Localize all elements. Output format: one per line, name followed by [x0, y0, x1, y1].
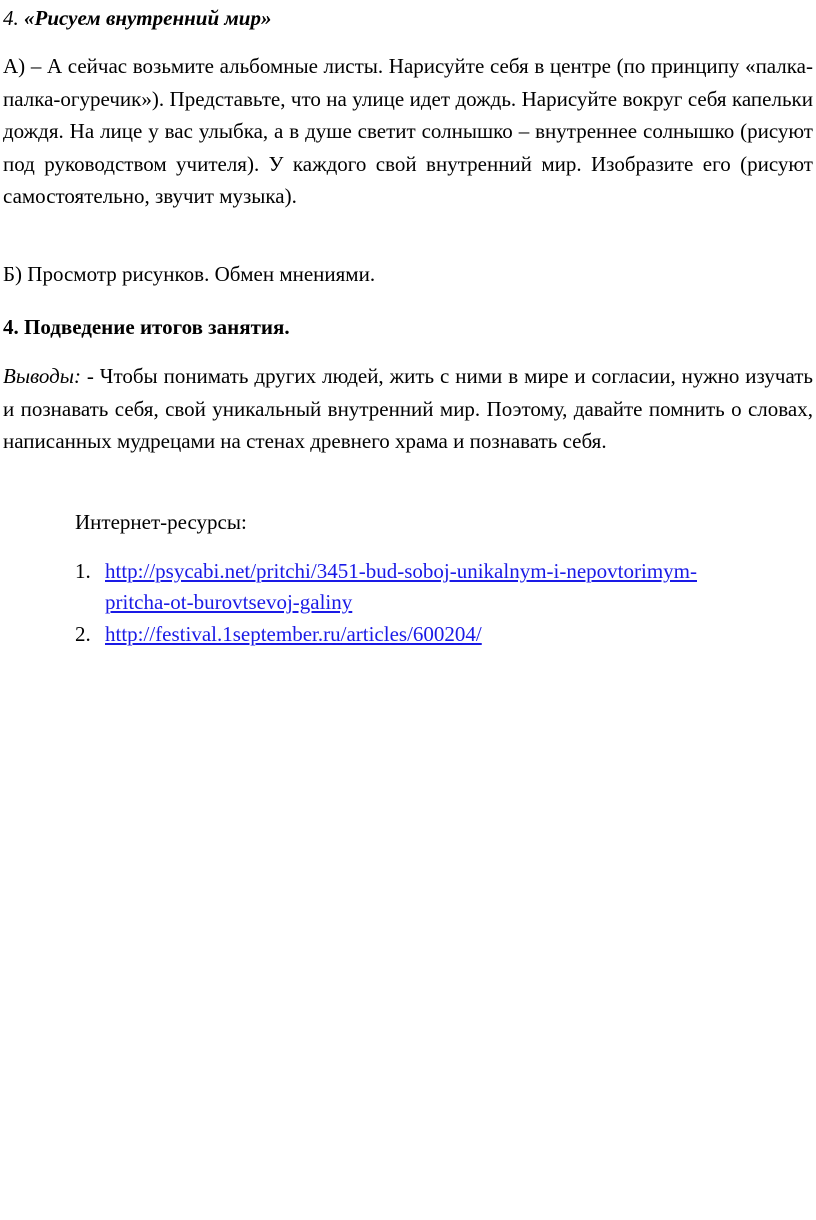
paragraph-b: Б) Просмотр рисунков. Обмен мнениями. [3, 262, 376, 286]
conclusions-paragraph [3, 360, 813, 458]
summary-heading: 4. Подведение итогов занятия. [3, 315, 290, 339]
conclusions-text: - Чтобы понимать других людей, жить с ними в мире и согласии, нужно изучать и познавать себя, свой уникальный внутренний мир. Поэтому, давайте помнить о словах, написанных мудрецами на стенах древнего храма и познавать себя. [3, 364, 813, 453]
resource-number: 1. [75, 559, 91, 583]
resource-link-1-line2[interactable]: pritcha-ot-burovtsevoj-galiny [105, 590, 353, 614]
conclusions-lead: Выводы: [3, 364, 81, 388]
section-number: 4. [3, 6, 19, 30]
resource-number: 2. [75, 622, 91, 646]
paragraph-a: А) – А сейчас возьмите альбомные листы. Нарисуйте себя в центре (по принципу «палка-палка-огуречик»). Представьте, что на улице идет дождь. Нарисуйте вокруг себя капельки дождя. На лице у вас улыбка, а в душе светит солнышко – внутреннее солнышко (рисуют под руководством учителя). У каждого свой внутренний мир. Изобразите его (рисуют самостоятельно, звучит музыка). [3, 54, 813, 208]
section-heading [3, 6, 271, 30]
resource-item-2 [0, 619, 816, 650]
resources-title: Интернет-ресурсы: [75, 510, 247, 534]
resource-link-1-line1[interactable]: http://psycabi.net/pritchi/3451-bud-soboj-unikalnym-i-nepovtorimym- [105, 559, 697, 583]
section-title: «Рисуем внутренний мир» [24, 6, 272, 30]
resource-link-2[interactable]: http://festival.1september.ru/articles/600204/ [105, 622, 482, 646]
resources-list [0, 556, 816, 650]
resource-item-1 [0, 556, 816, 618]
